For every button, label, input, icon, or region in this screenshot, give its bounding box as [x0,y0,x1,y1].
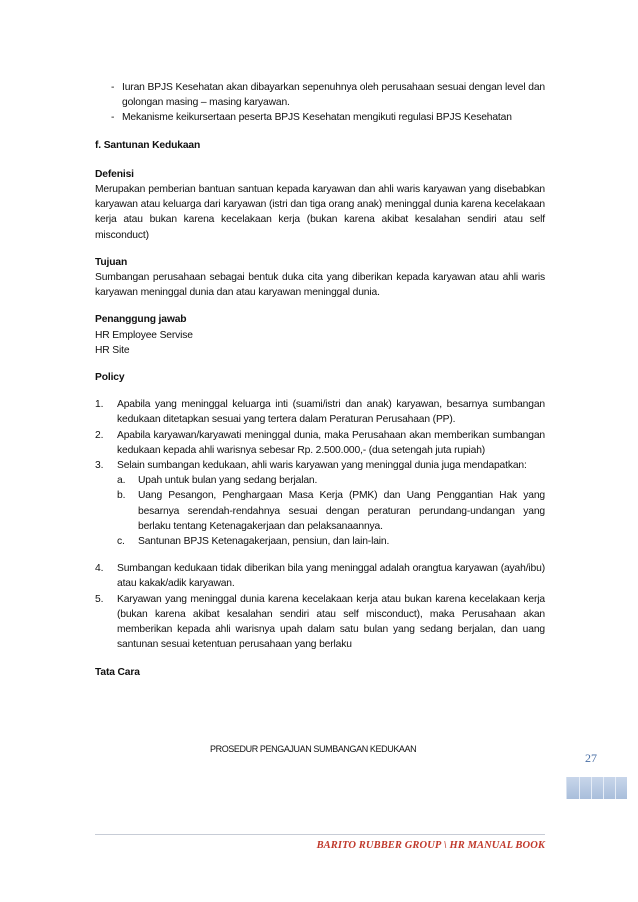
list-item-text: Iuran BPJS Kesehatan akan dibayarkan sepenuhnya oleh perusahaan sesuai dengan level dan golongan masing – masing karyawan. [122,82,545,109]
tab-stripe-segment [579,777,580,799]
sub-item-text: Upah untuk bulan yang sedang berjalan. [138,475,318,487]
policy-item-text: Apabila karyawan/karyawati meninggal dunia, maka Perusahaan akan memberikan sumbangan kedukaan kepada ahli warisnya sebesar Rp. 2.500.000,- (dua setengah juta rupiah) [117,429,545,456]
list-item [95,80,545,110]
sub-item-letter: b. [117,490,126,502]
penanggung-line: HR Employee Servise [95,329,193,341]
page-tab-decoration [566,777,627,799]
tab-stripe-segment [591,777,592,799]
policy-item [95,592,545,653]
sub-item-letter: a. [117,475,126,487]
item-number: 3. [95,460,104,472]
item-number: 2. [95,429,104,441]
item-number: 4. [95,563,104,575]
policy-item [95,561,545,591]
policy-item-text: Sumbangan kedukaan tidak diberikan bila yang meninggal adalah orangtua karyawan (ayah/ibu) atau kakak/adik karyawan. [117,563,545,590]
policy-item-text: Karyawan yang meninggal dunia karena kecelakaan kerja atau bukan karena kecelakaan kerja (bukan karena akibat kesalahan sendiri atau self misconduct), maka Perusahaan akan memberikan kepada ahli warisnya upah dalam satu bulan yang sedang berjalan, dan uang santunan sesuai ketentuan perusahaan yang berlaku [117,593,545,651]
sub-item [117,488,545,534]
policy-item-text: Selain sumbangan kedukaan, ahli waris karyawan yang meninggal dunia juga mendapatkan: [117,460,527,472]
tujuan-text: Sumbangan perusahaan sebagai bentuk duka cita yang diberikan kepada karyawan atau ahli waris karyawan meninggal dunia dan atau karyawan meninggal dunia. [95,272,545,299]
page-content [95,80,545,680]
tujuan-block [95,255,545,301]
dash-bullet: - [111,112,115,124]
defenisi-text: Merupakan pemberian bantuan santuan kepada karyawan dan ahli waris karyawan yang disebabkan karyawan atau keluarga dari karyawan (istri dan tiga orang anak) meninggal dunia karena kecelakaan kerja atau bukan karena kecelakaan kerja (bukan karena akibat kesalahan sendiri atau self misconduct) [95,184,545,241]
policy-heading: Policy [95,372,125,384]
page-number: 27 [585,751,597,765]
policy-list [95,397,545,549]
tab-stripe-segment [603,777,604,799]
procedure-caption: PROSEDUR PENGAJUAN SUMBANGAN KEDUKAAN [210,744,417,754]
list-item-text: Mekanisme keikursertaan peserta BPJS Kesehatan mengikuti regulasi BPJS Kesehatan [122,112,512,124]
tab-stripe-segment [615,777,616,799]
section-title: f. Santunan Kedukaan [95,139,201,151]
policy-item [95,397,545,427]
item-number: 1. [95,399,104,411]
sub-item-letter: c. [117,536,125,548]
policy-item-text: Apabila yang meninggal keluarga inti (suami/istri dan anak) karyawan, besarnya sumbangan kedukaan ditetapkan sesuai yang tertera dalam Peraturan Perusahaan (PP). [117,399,545,426]
policy-sub-list [117,473,545,549]
tata-cara-heading: Tata Cara [95,666,140,678]
defenisi-block [95,167,545,243]
sub-item [117,534,545,549]
penanggung-block [95,312,545,358]
tujuan-heading: Tujuan [95,256,128,268]
policy-item [95,428,545,458]
sub-item-text: Uang Pesangon, Penghargaan Masa Kerja (PMK) dan Uang Penggantian Hak yang besarnya serendah-rendahnya sesuai dengan peraturan perundang-undangan yang berlaku tentang Ketenagakerjaan dan pelaksanaannya. [138,490,545,532]
penanggung-heading: Penanggung jawab [95,314,187,326]
item-number: 5. [95,593,104,605]
footer-text: BARITO RUBBER GROUP \ HR MANUAL BOOK [316,840,545,851]
policy-list-continued [95,561,545,652]
intro-dash-list [95,80,545,126]
footer-divider [95,834,545,835]
dash-bullet: - [111,82,115,93]
list-item [95,110,545,125]
policy-item [95,458,545,549]
penanggung-line: HR Site [95,344,130,356]
defenisi-heading: Defenisi [95,168,134,180]
sub-item [117,473,545,488]
sub-item-text: Santunan BPJS Ketenagakerjaan, pensiun, dan lain-lain. [138,536,390,548]
